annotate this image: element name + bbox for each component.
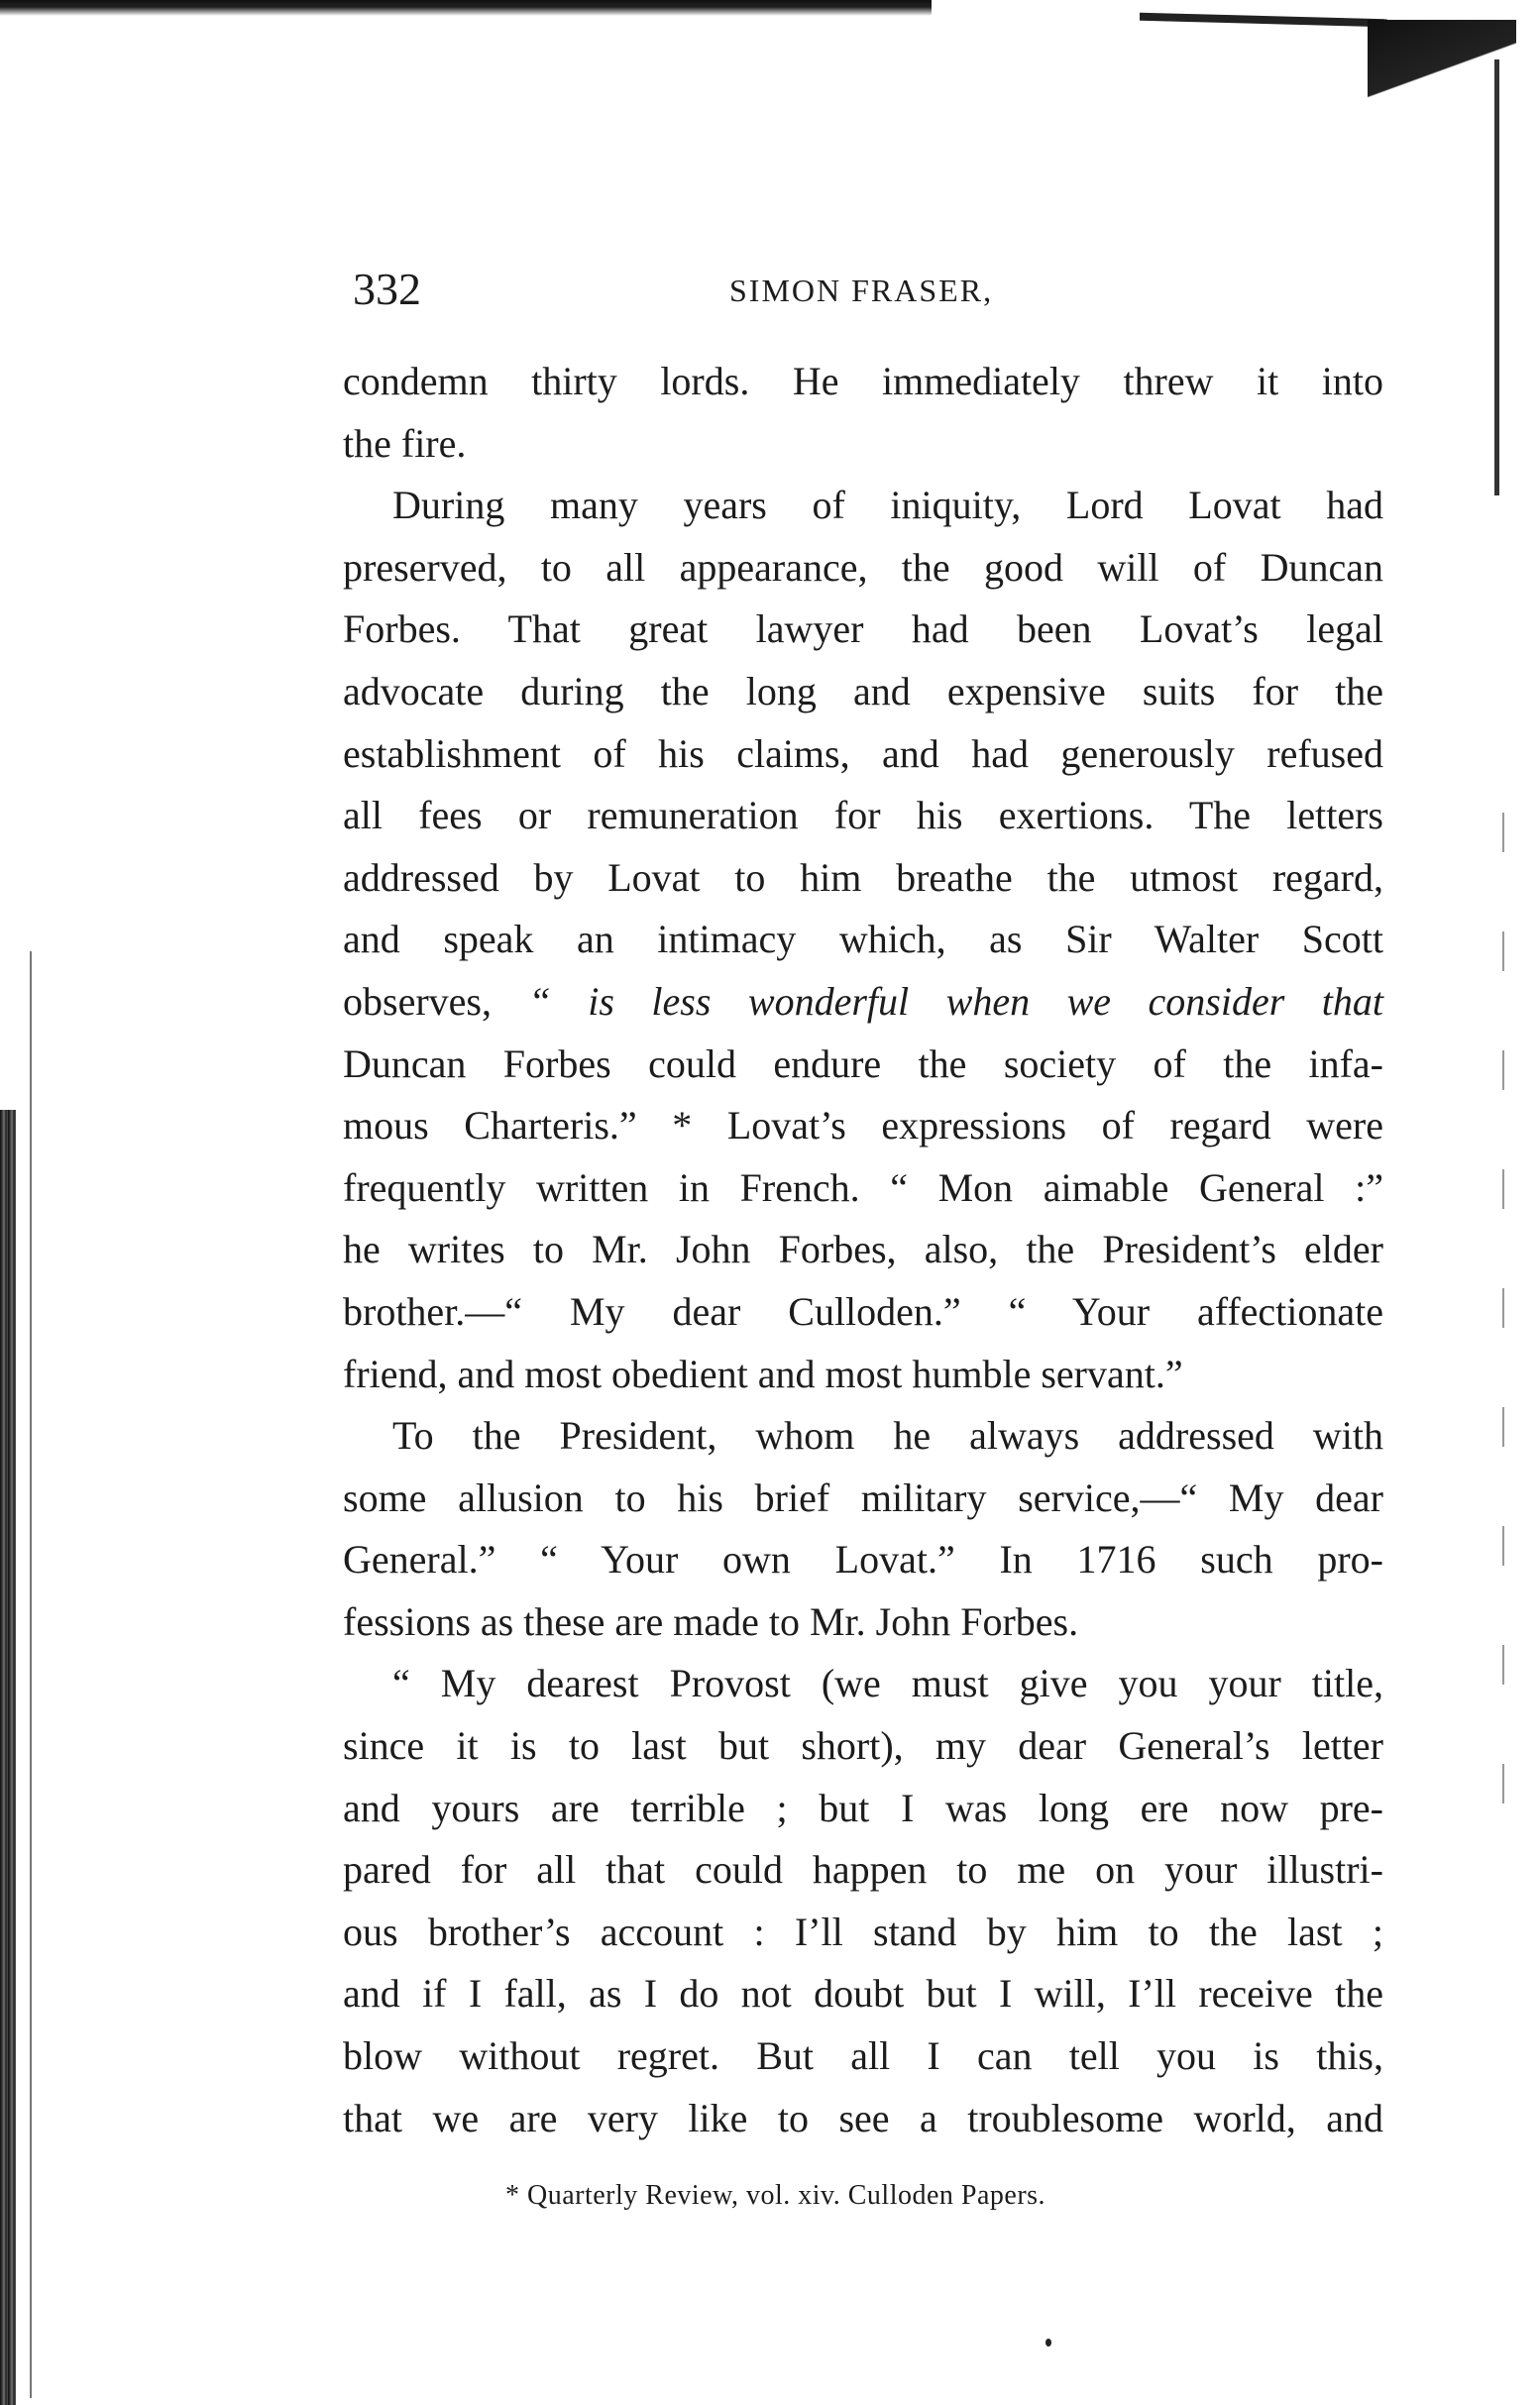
text-line: frequently written in French. “ Mon aimable General :”: [343, 1164, 1383, 1210]
text-line: friend, and most obedient and most humble servant.”: [343, 1351, 1183, 1396]
scan-edge-top-right: [1140, 13, 1387, 28]
text-line-italic-quote: [343, 971, 1383, 1034]
scan-edge-right: [1494, 59, 1499, 495]
text-line: “ My dearest Provost (we must give you your title,: [392, 1661, 1383, 1706]
body-text: [343, 351, 1383, 2149]
italic-quote: “ is less wonderful when we consider that: [528, 978, 1383, 1024]
text-line: addressed by Lovat to him breathe the utmost regard,: [343, 854, 1383, 900]
text-line: and yours are terrible ; but I was long ere now pre-: [343, 1785, 1383, 1830]
text-line: Duncan Forbes could endure the society of the infa-: [343, 1040, 1383, 1086]
text-line: To the President, whom he always addressed with: [392, 1413, 1383, 1459]
text-line: the fire.: [343, 420, 467, 466]
text-line: all fees or remuneration for his exertions. The letters: [343, 793, 1383, 838]
footnote: * Quarterly Review, vol. xiv. Culloden Papers.: [505, 2180, 1046, 2211]
text-line: he writes to Mr. John Forbes, also, the President’s elder: [343, 1227, 1383, 1272]
scan-edge-left-line: [30, 951, 32, 2398]
text-line: blow without regret. But all I can tell you is this,: [343, 2033, 1383, 2079]
text-line: brother.—“ My dear Culloden.” “ Your affectionate: [343, 1288, 1383, 1334]
page-header: [353, 260, 1383, 319]
text-line: since it is to last but short), my dear General’s letter: [343, 1723, 1383, 1769]
text-line: some allusion to his brief military service,—“ My dear: [343, 1475, 1383, 1520]
text-line: Forbes. That great lawyer had been Lovat’s legal: [343, 606, 1383, 652]
ink-speck: [1045, 2339, 1051, 2347]
text-line: preserved, to all appearance, the good will of Duncan: [343, 544, 1383, 590]
scan-edge-left-binding: [0, 1110, 16, 2405]
text-line: pared for all that could happen to me on your illustri-: [343, 1847, 1383, 1893]
running-head: SIMON FRASER,: [729, 273, 994, 308]
text-line: General.” “ Your own Lovat.” In 1716 such pro-: [343, 1537, 1383, 1583]
text-line: and if I fall, as I do not doubt but I will, I’ll receive the: [343, 1971, 1383, 2017]
scan-edge-top: [0, 0, 932, 16]
text-fragment: observes,: [343, 978, 529, 1024]
text-line: establishment of his claims, and had generously refused: [343, 730, 1383, 776]
text-line: ous brother’s account : I’ll stand by him to the last ;: [343, 1909, 1383, 1954]
text-line: condemn thirty lords. He immediately threw it into: [343, 359, 1383, 403]
page-number: 332: [353, 264, 421, 314]
text-line: advocate during the long and expensive suits for the: [343, 668, 1383, 713]
text-line: mous Charteris.” * Lovat’s expressions of regard were: [343, 1103, 1383, 1148]
text-line: During many years of iniquity, Lord Lovat had: [392, 483, 1383, 528]
scan-edge-right-marks: [1502, 813, 1504, 1804]
text-line: that we are very like to see a troublesome world, and: [343, 2095, 1383, 2140]
text-line: fessions as these are made to Mr. John Forbes.: [343, 1598, 1079, 1644]
text-line: and speak an intimacy which, as Sir Walter Scott: [343, 917, 1383, 962]
